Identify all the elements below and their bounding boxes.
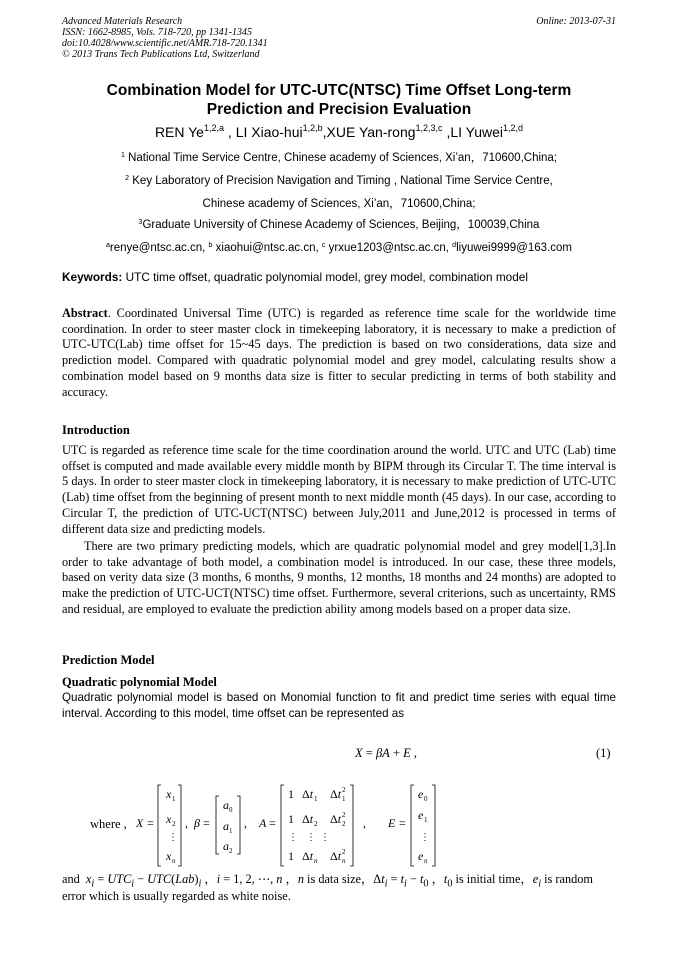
svg-text:e: e [418, 787, 424, 801]
initial-time-text: is initial time， [452, 872, 533, 886]
svg-text:E: E [388, 816, 396, 830]
equation-number: (1) [596, 746, 611, 760]
email-sup: c [321, 242, 326, 249]
email-list [62, 241, 616, 255]
svg-text:1: 1 [172, 795, 176, 803]
data-size-text: is data size， [303, 872, 374, 886]
svg-text:1: 1 [342, 795, 346, 803]
email-link[interactable]: xiaohui@ntsc.ac.cn, [212, 242, 322, 254]
aff-text: National Time Service Centre, Chinese academy of Sciences, Xi’an，710600,China; [128, 152, 558, 164]
author-name: XUE Yan-rong [326, 124, 416, 140]
svg-text:1: 1 [288, 849, 294, 863]
subsection-heading-quadratic: Quadratic polynomial Model [62, 675, 217, 689]
introduction-paragraph-2: There are two primary predicting models, which are quadratic polynomial model and grey model[1,3].In order to take advantage of both model, a combination model is introduced. In our case, these three models, based on verity data size (3 months, 6 months, 9 months, 12 months, 18 months and 24 months) are adopted to make the prediction of UTC-UCT(NTSC) time offset. Furthermore, several criterions, such as uncertainty, RMS and residual, are employed to evaluate the prediction ability among models based on a proper data size. [62, 539, 616, 616]
author-sup: 1,2,b [302, 123, 323, 133]
svg-text:0: 0 [424, 795, 428, 803]
aff-text-line2: Chinese academy of Sciences, Xi’an，710600,China; [202, 198, 476, 210]
author-sup: 1,2,d [503, 123, 524, 133]
svg-text:2: 2 [314, 820, 318, 828]
paper-title [62, 81, 616, 119]
svg-text:n: n [172, 857, 176, 865]
svg-text:β: β [194, 816, 200, 830]
journal-header [62, 16, 268, 60]
aff-sup: 2 [125, 175, 130, 182]
svg-text:2: 2 [229, 847, 233, 855]
svg-text:2: 2 [172, 820, 176, 828]
svg-text:1: 1 [424, 816, 428, 824]
abstract-label: Abstract [62, 306, 108, 320]
svg-text:n: n [424, 857, 428, 865]
svg-text:=: = [203, 816, 210, 830]
svg-text:x: x [166, 787, 172, 801]
affiliation-2 [62, 174, 616, 211]
svg-text:Δt: Δt [302, 787, 314, 801]
author-sup: 1,2,a [203, 123, 225, 133]
aff-sup: 3 [138, 219, 143, 226]
svg-text:Δt: Δt [302, 849, 314, 863]
aff-sup: 1 [120, 152, 125, 159]
svg-text:a: a [223, 839, 229, 853]
svg-text:e: e [418, 808, 424, 822]
definitions-line: and $x_i = UTC_i - UTC(Lab)_i$ ，i = 1, 2, ⋯, n ，n is data size，$\Delta t_i = t_i - t_0$ ，$t_0$ is initial time，$e_i$ is random [62, 872, 593, 890]
abstract-text: . Coordinated Universal Time (UTC) is regarded as reference time scale for the worldwide time coordination. In order to steer master clock in timekeeping laboratory, it is necessary to make a prediction of UTC-UTC(Lab) time offset for 15~45 days. The prediction is based on two considerations, data size and prediction model. Compared with quadratic polynomial model and grey model, calculating results show a combination model based on 9 months data size is fitter to secular predicting in terms of both stability and accuracy. [62, 306, 616, 399]
keywords-text: UTC time offset, quadratic polynomial model, grey model, combination model [122, 270, 528, 284]
svg-text:2: 2 [342, 848, 346, 856]
journal-name: Advanced Materials Research [62, 16, 183, 27]
svg-text:1: 1 [314, 795, 318, 803]
title-line-2: Prediction and Precision Evaluation [206, 101, 472, 118]
author-sep: , [322, 124, 327, 140]
affiliation-1 [62, 151, 616, 165]
doi-line: doi:10.4028/www.scientific.net/AMR.718-720.1341 [62, 38, 268, 49]
author-name: REN Ye [154, 124, 204, 140]
svg-text:,: , [244, 816, 247, 830]
svg-text:⋮: ⋮ [420, 832, 430, 843]
author-sep: , [442, 124, 451, 140]
svg-text:2: 2 [342, 811, 346, 819]
and-label: and [62, 872, 80, 886]
svg-text:Δt: Δt [330, 849, 342, 863]
svg-text:Δt: Δt [302, 812, 314, 826]
svg-text:,: , [363, 816, 366, 830]
section-heading-introduction: Introduction [62, 423, 130, 437]
n-symbol: n [297, 872, 304, 886]
svg-text:⋮: ⋮ [288, 832, 298, 843]
author-name: LI Xiao-hui [235, 124, 303, 140]
svg-text:Δt: Δt [330, 812, 342, 826]
abstract [62, 306, 616, 400]
svg-text:0: 0 [229, 806, 233, 814]
svg-text:=: = [147, 816, 154, 830]
issn-line: ISSN: 1662-8985, Vols. 718-720, pp 1341-1345 [62, 27, 252, 38]
svg-text:e: e [418, 849, 424, 863]
svg-text:=: = [399, 816, 406, 830]
svg-text:a: a [223, 798, 229, 812]
svg-text:X: X [136, 816, 144, 830]
author-list [62, 123, 616, 141]
svg-text:2: 2 [342, 786, 346, 794]
email-link[interactable]: renye@ntsc.ac.cn, [109, 242, 209, 254]
svg-text:n: n [314, 857, 318, 865]
email-link[interactable]: yrxue1203@ntsc.ac.cn, [325, 242, 453, 254]
author-name: LI Yuwei [450, 124, 504, 140]
email-sup: d [452, 242, 457, 249]
quadratic-paragraph: Quadratic polynomial model is based on Monomial function to fit and predict time series with equal time interval. According to this model, time offset can be represented as [62, 691, 616, 720]
affiliation-3 [62, 218, 616, 232]
introduction-paragraph-1: UTC is regarded as reference time scale for the time coordination around the world. UTC and UTC (Lab) time offset is computed and made available every middle month by BIPM through its Circular T. The time interval is 5 days. In order to steer master clock in timekeeping laboratory, it is necessary to make prediction of UTC-UTC (Lab) time offset from the beginning of present month to next middle month (45 days). In our case, according to Circular T, the prediction of UTC-UCT(NTSC) between July,2011 and June,2012 is processed in terms of different data size and predicting models. [62, 443, 616, 536]
svg-text:⋮: ⋮ [320, 832, 330, 843]
svg-text:Δt: Δt [330, 787, 342, 801]
aff-text: Graduate University of Chinese Academy of Sciences, Beijing，100039,China [142, 219, 540, 231]
svg-text:A: A [259, 816, 267, 830]
keywords [62, 270, 616, 285]
svg-text:a: a [223, 819, 229, 833]
svg-text:2: 2 [342, 820, 346, 828]
svg-text:n: n [342, 857, 346, 865]
definitions-line-2: error which is usually regarded as white noise. [62, 889, 291, 903]
svg-text:⋮: ⋮ [168, 832, 178, 843]
matrix-definitions [136, 782, 516, 872]
title-line-1: Combination Model for UTC-UTC(NTSC) Time Offset Long-term [106, 82, 572, 99]
email-sup: b [208, 242, 213, 249]
svg-text:1: 1 [229, 827, 233, 835]
copyright-line: © 2013 Trans Tech Publications Ltd, Switzerland [62, 49, 260, 60]
aff-text: Key Laboratory of Precision Navigation and Timing , National Time Service Centre, [132, 175, 553, 187]
svg-text:⋮: ⋮ [306, 832, 316, 843]
keywords-label: Keywords: [62, 270, 123, 284]
email-link[interactable]: liyuwei9999@163.com [456, 242, 572, 254]
email-sup: a [106, 242, 110, 249]
equation-1: X = βA + E , [355, 746, 418, 760]
author-sep: , [224, 124, 236, 140]
online-date: Online: 2013-07-31 [536, 16, 616, 27]
section-heading-prediction-model: Prediction Model [62, 653, 155, 667]
svg-text:1: 1 [288, 812, 294, 826]
svg-text:1: 1 [288, 787, 294, 801]
where-label: where , [90, 817, 127, 831]
svg-text:,: , [185, 816, 188, 830]
svg-text:=: = [269, 816, 276, 830]
author-sup: 1,2,3,c [415, 123, 443, 133]
svg-text:x: x [166, 849, 172, 863]
svg-text:x: x [166, 812, 172, 826]
random-text: is random [541, 872, 593, 886]
